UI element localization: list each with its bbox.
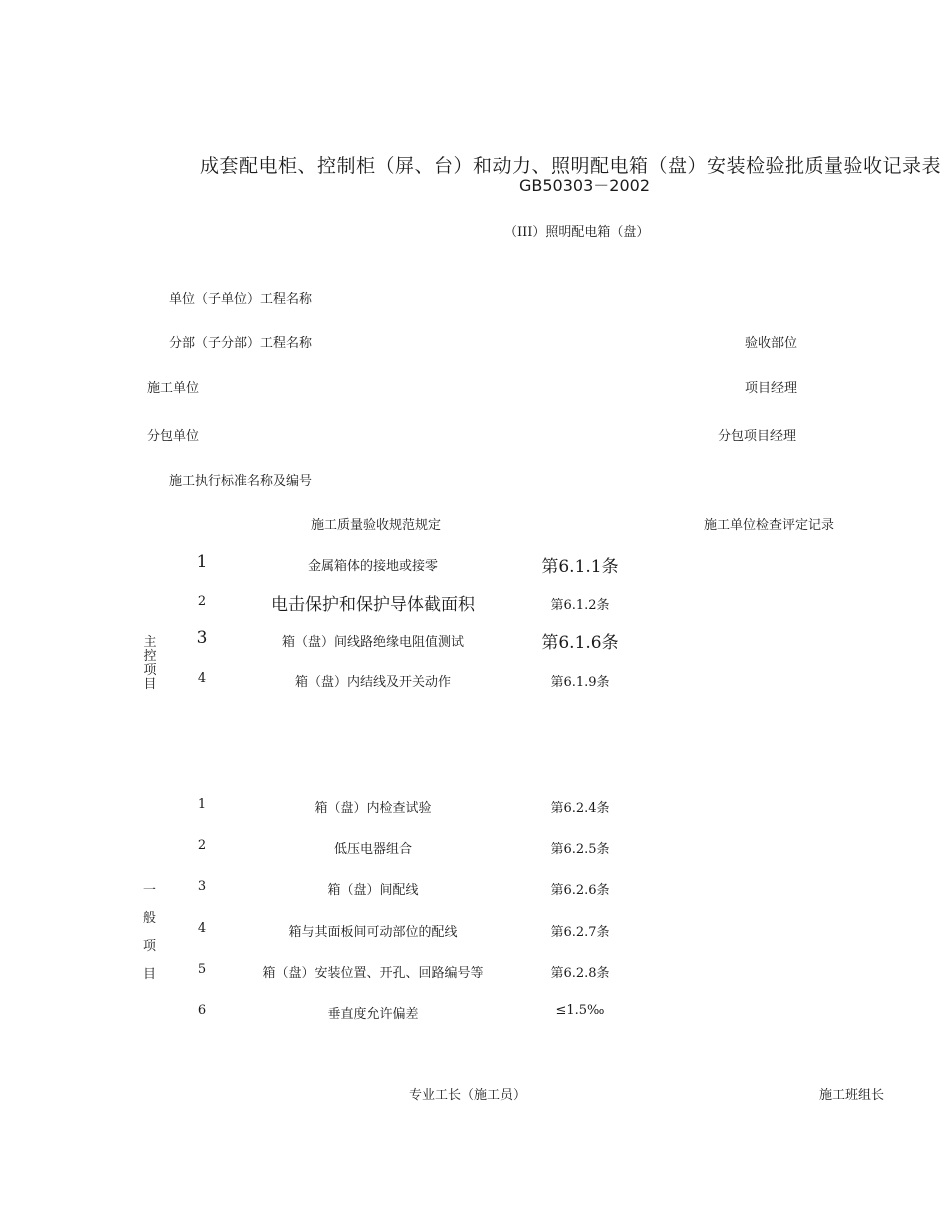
acceptance-part-label: 验收部位: [745, 336, 798, 351]
project-manager-label: 项目经理: [745, 381, 798, 396]
sub-project-manager-label: 分包项目经理: [718, 429, 797, 444]
general-section-char: 一: [143, 883, 157, 898]
item-clause: ≤1.5‰: [555, 1003, 605, 1018]
item-clause: 第6.1.6条: [541, 633, 619, 653]
item-number: 3: [196, 628, 208, 648]
item-number: 1: [197, 797, 207, 812]
item-name: 箱（盘）安装位置、开孔、回路编号等: [262, 966, 484, 981]
item-number: 5: [197, 962, 207, 977]
spec-column-header: 施工质量验收规范规定: [311, 518, 442, 533]
item-name: 金属箱体的接地或接零: [307, 559, 438, 574]
main-control-section-label: [142, 636, 158, 692]
subcontractor-label: 分包单位: [147, 429, 200, 444]
main-control-char: 目: [143, 677, 157, 692]
item-number: 4: [197, 671, 207, 686]
item-number: 1: [196, 552, 208, 572]
main-control-char: 项: [143, 663, 157, 678]
item-name: 垂直度允许偏差: [327, 1007, 419, 1022]
item-name: 箱（盘）间线路绝缘电阻值测试: [281, 635, 464, 650]
item-name: 电击保护和保护导体截面积: [271, 595, 475, 615]
item-name: 低压电器组合: [333, 842, 412, 857]
item-clause: 第6.2.7条: [550, 925, 610, 940]
check-column-header: 施工单位检查评定记录: [704, 518, 835, 533]
general-section-char: 般: [143, 911, 157, 926]
project-name-label: 单位（子单位）工程名称: [169, 292, 313, 307]
main-control-char: 控: [143, 649, 157, 664]
foreman-label: 专业工长（施工员）: [409, 1088, 527, 1103]
item-number: 4: [197, 921, 207, 936]
execution-standard-label: 施工执行标准名称及编号: [169, 474, 313, 489]
item-clause: 第6.2.6条: [550, 883, 610, 898]
item-clause: 第6.1.1条: [541, 557, 619, 577]
item-name: 箱（盘）间配线: [327, 883, 419, 898]
main-control-char: 主: [143, 635, 157, 650]
item-clause: 第6.2.8条: [550, 966, 610, 981]
team-leader-label: 施工班组长: [819, 1088, 885, 1103]
item-name: 箱（盘）内检查试验: [314, 801, 432, 816]
item-clause: 第6.2.5条: [550, 842, 610, 857]
page-title: 成套配电柜、控制柜（屏、台）和动力、照明配电箱（盘）安装检验批质量验收记录表: [200, 155, 942, 177]
item-clause: 第6.1.2条: [550, 598, 610, 613]
item-number: 3: [197, 879, 207, 894]
item-name: 箱与其面板间可动部位的配线: [288, 925, 458, 940]
page-subtitle: （III）照明配电箱（盘）: [504, 225, 650, 240]
item-number: 6: [197, 1003, 207, 1018]
item-number: 2: [197, 594, 207, 609]
sub-project-label: 分部（子分部）工程名称: [169, 336, 313, 351]
item-clause: 第6.1.9条: [550, 675, 610, 690]
item-number: 2: [197, 838, 207, 853]
standard-code: GB50303－2002: [519, 176, 650, 195]
contractor-label: 施工单位: [147, 381, 200, 396]
general-section-char: 项: [143, 939, 157, 954]
general-section-char: 目: [143, 967, 157, 982]
item-clause: 第6.2.4条: [550, 801, 610, 816]
item-name: 箱（盘）内结线及开关动作: [294, 675, 451, 690]
